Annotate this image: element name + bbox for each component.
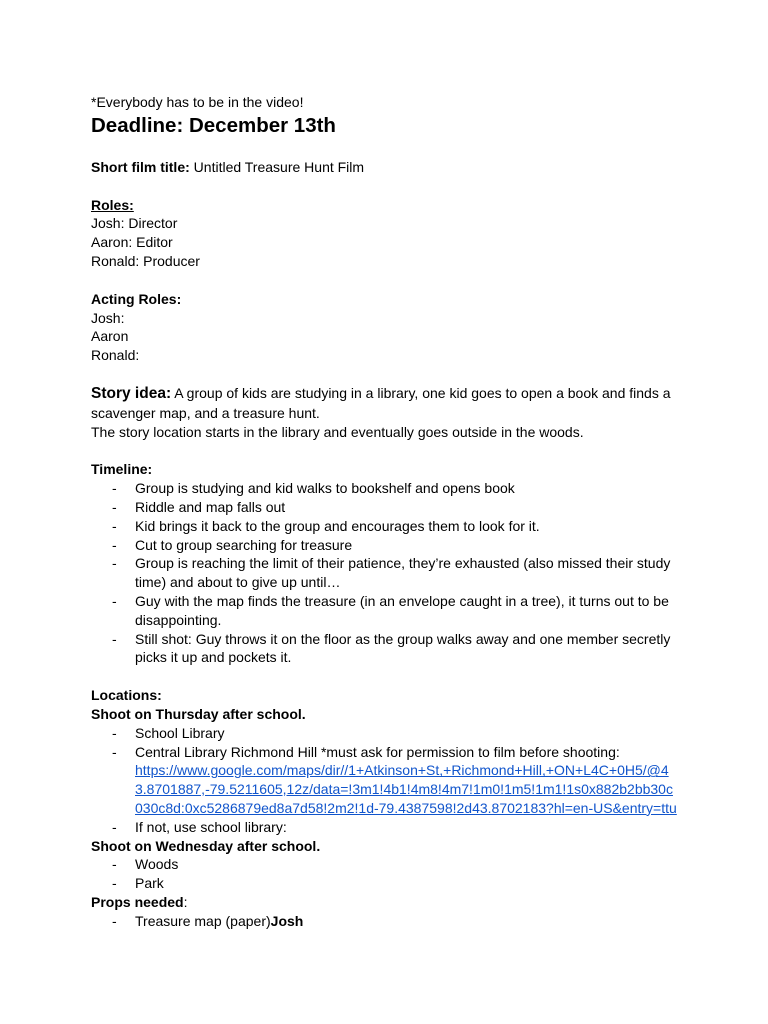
timeline-item (91, 517, 680, 536)
location-item-text: Woods (135, 856, 179, 873)
roles-heading: Roles: (91, 196, 134, 213)
role-item: Ronald: Producer (91, 252, 200, 269)
dash-marker: - (112, 592, 117, 609)
document-page (91, 93, 691, 930)
locations-heading: Locations: (91, 687, 162, 704)
acting-role-item: Ronald: (91, 347, 140, 364)
location-item (91, 743, 680, 818)
dash-marker: - (112, 912, 117, 929)
acting-role-item: Aaron (91, 328, 129, 345)
map-directions-link[interactable]: https://www.google.com/maps/dir//1+Atkinson+St,+Richmond+Hill,+ON+L4C+0H5/@43.8701887,-79.5211605,12z/data=!3m1!4b1!4m8!4m7!1m0!1m5!1m1!1s0x882b2bb30c030c8d:0xc5286879ed8a7d58!2m2!1d-79.4387598!2d43.8702183?hl=en-US&entry=ttu (135, 762, 677, 816)
story-idea-text: A group of kids are studying in a library, one kid goes to open a book and finds a scavenger map, and a treasure hunt. (91, 384, 671, 421)
everybody-note: *Everybody has to be in the video! (91, 94, 304, 110)
acting-role-item: Josh: (91, 309, 125, 326)
spacer (91, 441, 691, 460)
role-item: Aaron: Editor (91, 234, 173, 251)
props-heading-line (91, 893, 691, 912)
timeline-item (91, 554, 680, 592)
timeline-item-text: Group is reaching the limit of their patience, they’re exhausted (also missed their study time) and about to give up until… (135, 555, 671, 591)
props-heading: Props needed (91, 893, 184, 910)
dash-marker: - (112, 536, 117, 553)
prop-item (91, 912, 680, 931)
thursday-shoot-heading: Shoot on Thursday after school. (91, 705, 306, 722)
timeline-item-text: Riddle and map falls out (135, 498, 286, 515)
short-film-title-label: Short film title: (91, 158, 190, 175)
spacer (91, 139, 691, 158)
location-item-text: Central Library Richmond Hill *must ask for permission to film before shooting: (135, 743, 620, 760)
timeline-item (91, 479, 680, 498)
location-item-text: Park (135, 875, 164, 892)
timeline-item-text: Cut to group searching for treasure (135, 536, 353, 553)
location-item-text: School Library (135, 724, 225, 741)
dash-marker: - (112, 856, 117, 873)
story-idea-paragraph (91, 384, 671, 423)
location-item (91, 874, 680, 893)
props-list (91, 912, 691, 931)
timeline-item (91, 498, 680, 517)
timeline-item-text: Guy with the map finds the treasure (in an envelope caught in a tree), it turns out to be disappointing. (135, 592, 669, 628)
dash-marker: - (112, 724, 117, 741)
wednesday-locations-list (91, 855, 691, 893)
wednesday-shoot-heading: Shoot on Wednesday after school. (91, 837, 321, 854)
props-colon: : (183, 893, 188, 910)
timeline-item-text: Still shot: Guy throws it on the floor as the group walks away and one member secretly picks it up and pockets it. (135, 630, 671, 666)
dash-marker: - (112, 875, 117, 892)
spacer (91, 177, 691, 196)
dash-marker: - (112, 498, 117, 515)
location-item (91, 855, 680, 874)
dash-marker: - (112, 480, 117, 497)
location-item (91, 818, 680, 837)
timeline-item (91, 592, 680, 630)
dash-marker: - (112, 517, 117, 534)
short-film-title-value: Untitled Treasure Hunt Film (189, 158, 365, 175)
thursday-locations-list (91, 724, 691, 837)
spacer (91, 667, 691, 686)
acting-roles-heading: Acting Roles: (91, 290, 182, 307)
story-location-text: The story location starts in the library and eventually goes outside in the woods. (91, 423, 584, 440)
timeline-item (91, 630, 680, 668)
short-film-title-line (91, 158, 691, 177)
location-item-text: If not, use school library: (135, 818, 287, 835)
prop-item-owner: Josh (270, 912, 304, 929)
timeline-item (91, 536, 680, 555)
prop-item-text: Treasure map (paper) (135, 912, 271, 929)
dash-marker: - (112, 555, 117, 572)
spacer (91, 271, 691, 290)
deadline-heading: Deadline: December 13th (91, 113, 336, 137)
timeline-heading: Timeline: (91, 461, 153, 478)
spacer (91, 365, 691, 384)
dash-marker: - (112, 818, 117, 835)
timeline-list (91, 479, 691, 667)
role-item: Josh: Director (91, 215, 178, 232)
timeline-item-text: Group is studying and kid walks to bookshelf and opens book (135, 480, 515, 497)
story-idea-label: Story idea: (91, 384, 172, 402)
dash-marker: - (112, 630, 117, 647)
dash-marker: - (112, 743, 117, 760)
timeline-item-text: Kid brings it back to the group and encourages them to look for it. (135, 517, 540, 534)
location-item (91, 724, 680, 743)
